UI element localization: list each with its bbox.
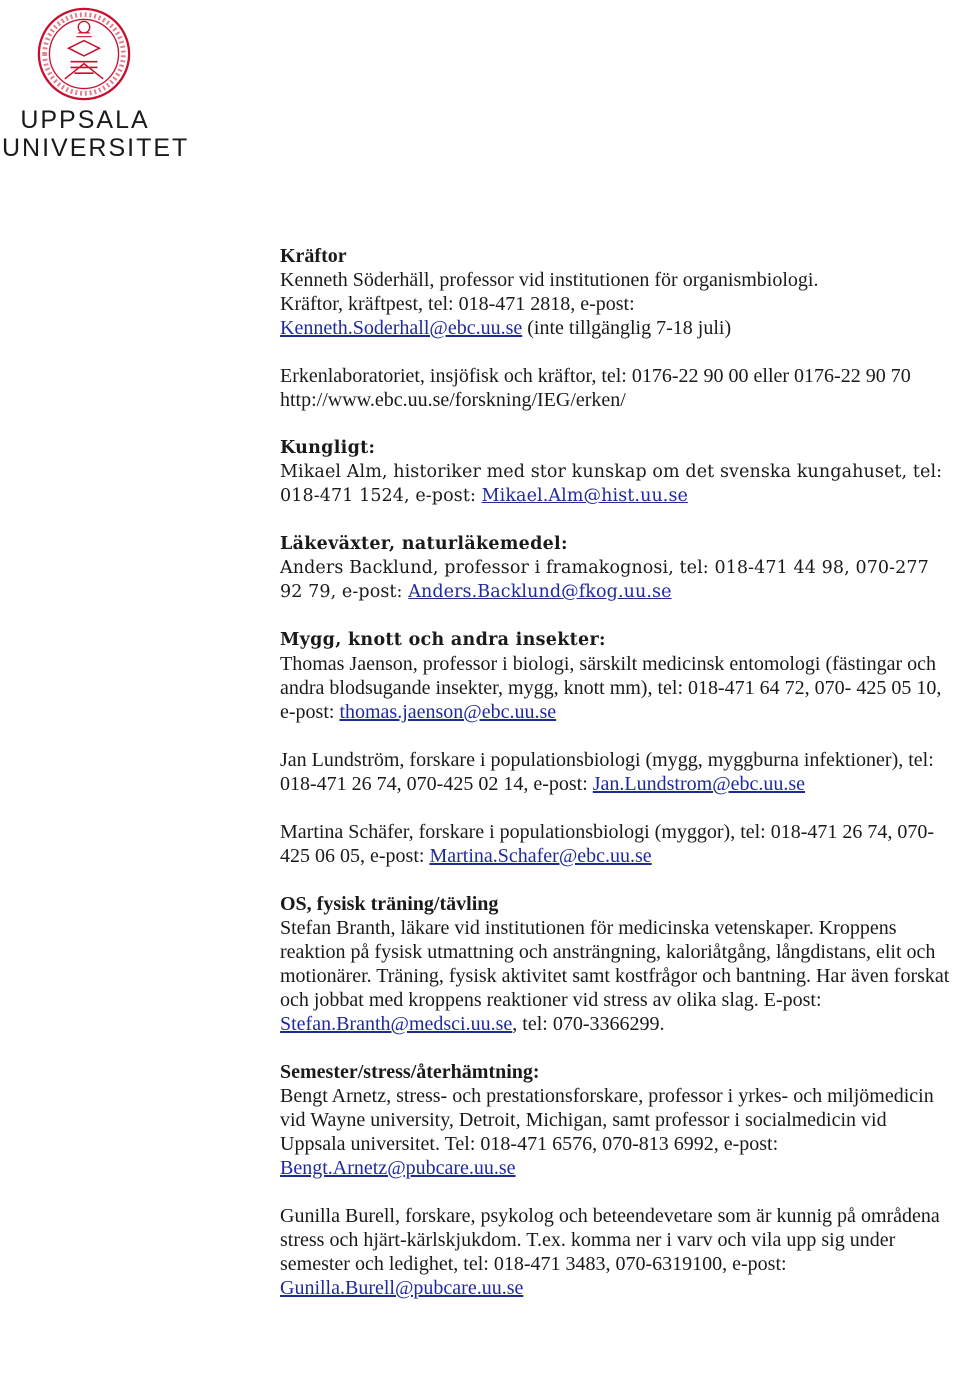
kraftor-contact-line: [280, 268, 956, 340]
mygg-lundstrom-email-link[interactable]: Jan.Lundstrom@ebc.uu.se: [592, 773, 806, 795]
kraftor-note: (inte tillgänglig 7-18 juli): [522, 317, 732, 339]
mygg-schafer-text: Martina Schäfer, forskare i populationsbiologi (myggor), tel: 018-471 26 74, 070-425 06 05, e-post:: [280, 821, 935, 867]
uppsala-university-logo: [0, 0, 190, 170]
os-phone: , tel: 070-3366299.: [512, 1013, 665, 1035]
logo-line-uppsala: UPPSALA: [20, 106, 150, 134]
os-email-link[interactable]: Stefan.Branth@medsci.uu.se: [280, 1013, 513, 1035]
erken-line: [280, 364, 956, 412]
heading-kraftor: Kräftor: [280, 245, 347, 267]
section-mygg: [280, 628, 956, 868]
mygg-contact-schafer: [280, 820, 956, 868]
os-text: Stefan Branth, läkare vid institutionen för medicinska vetenskaper. Kroppens reaktion på fysisk utmattning och ansträngning, kaloriåtgång, långdistans, elit och motionärer. Träning, fysisk aktivitet samt kostfrågor och bantning. Har även forskat och jobbat med kroppens reaktioner vid stress av olika slag. E-post:: [280, 917, 950, 1011]
kungligt-text: Mikael Alm, historiker med stor kunskap om det svenska kungahuset, tel: 018-471 1524, e-post:: [280, 462, 943, 506]
section-semester: [280, 1060, 956, 1300]
kraftor-phone: Kräftor, kräftpest, tel: 018-471 2818, e-post:: [280, 293, 635, 315]
semester-burell-email-link[interactable]: Gunilla.Burell@pubcare.uu.se: [280, 1277, 524, 1299]
semester-burell-text: Gunilla Burell, forskare, psykolog och beteendevetare som är kunnig på områdena stress och hjärt-kärlskjukdom. T.ex. komma ner i varv och vila upp sig under semester och ledighet, tel: 018-471 3483, 070-6319100, e-post:: [280, 1205, 940, 1275]
lakevaxter-email-link[interactable]: Anders.Backlund@fkog.uu.se: [408, 582, 672, 602]
section-kungligt: [280, 436, 956, 508]
document-body: [280, 244, 956, 1324]
mygg-lundstrom-text: Jan Lundström, forskare i populationsbiologi (mygg, myggburna infektioner), tel: 018-471 26 74, 070-425 02 14, e-post:: [280, 749, 934, 795]
university-seal-icon: [36, 6, 132, 102]
heading-lakevaxter: Läkeväxter, naturläkemedel:: [280, 534, 568, 554]
logo-wordmark: [2, 106, 190, 162]
heading-kungligt: Kungligt:: [280, 438, 376, 458]
lakevaxter-text: Anders Backlund, professor i framakognosi, tel: 018-471 44 98, 070-277 92 79, e-post:: [280, 558, 929, 602]
heading-os: OS, fysisk träning/tävling: [280, 893, 499, 915]
erken-text: Erkenlaboratoriet, insjöfisk och kräftor, tel: 0176-22 90 00 eller 0176-22 90 70: [280, 365, 911, 387]
kraftor-email-link[interactable]: Kenneth.Soderhall@ebc.uu.se: [280, 317, 523, 339]
mygg-contact-jaenson: [280, 652, 956, 724]
section-kraftor: [280, 244, 956, 412]
semester-arnetz-text: Bengt Arnetz, stress- och prestationsforskare, professor i yrkes- och miljömedicin vid Wayne university, Detroit, Michigan, samt professor i socialmedicin vid Uppsala universitet. Tel: 018-471 6576, 070-813 6992, e-post:: [280, 1085, 934, 1155]
mygg-contact-lundstrom: [280, 748, 956, 796]
kungligt-email-link[interactable]: Mikael.Alm@hist.uu.se: [481, 486, 689, 506]
mygg-jaenson-email-link[interactable]: thomas.jaenson@ebc.uu.se: [339, 701, 557, 723]
heading-mygg: Mygg, knott och andra insekter:: [280, 630, 606, 650]
lakevaxter-contact: [280, 556, 956, 604]
mygg-schafer-email-link[interactable]: Martina.Schafer@ebc.uu.se: [429, 845, 652, 867]
semester-contact-burell: [280, 1204, 956, 1300]
kungligt-contact: [280, 460, 956, 508]
erken-url: http://www.ebc.uu.se/forskning/IEG/erken/: [280, 389, 626, 411]
mygg-jaenson-text: Thomas Jaenson, professor i biologi, särskilt medicinsk entomologi (fästingar och andra blodsugande insekter, mygg, knott mm), tel: 018-471 64 72, 070- 425 05 10, e-post:: [280, 653, 942, 723]
semester-contact-arnetz: [280, 1084, 956, 1180]
os-contact: [280, 916, 956, 1036]
section-os: [280, 892, 956, 1036]
kraftor-intro: Kenneth Söderhäll, professor vid institutionen för organismbiologi.: [280, 269, 819, 291]
heading-semester: Semester/stress/återhämtning:: [280, 1061, 540, 1083]
semester-arnetz-email-link[interactable]: Bengt.Arnetz@pubcare.uu.se: [280, 1157, 516, 1179]
logo-line-universitet: UNIVERSITET: [2, 134, 190, 162]
section-lakevaxter: [280, 532, 956, 604]
